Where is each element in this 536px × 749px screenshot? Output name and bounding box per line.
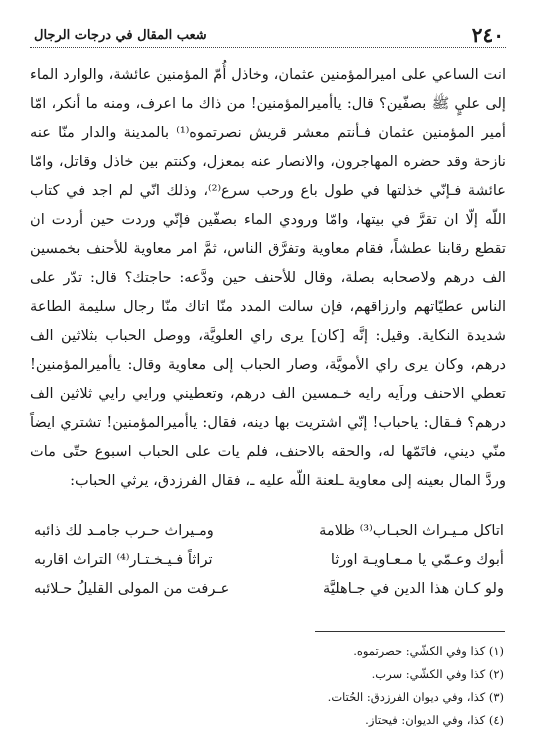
- verse-first-hemistich: أبوك وعـمّي يا مـعـاويـة اورثا: [330, 551, 504, 568]
- poem-verse: [34, 545, 504, 574]
- body-paragraph: انت الساعي على اميرالمؤمنين عثمان، وخاذل أُمّ المؤمنين عائشة، والوارد الماء إلى عليٍ ﷺ بصفّين؟ قال: ياأميرالمؤمنين! من ذاك ما اعرف، ومنه ما أنكر، امّا أمير المؤمنين عثمان فـأنتم معشر قريش نصرتموه⁽¹⁾ بالمدينة والدار منّا عنه نازحة وقد حضره المهاجرون، والانصار عنه بمعزل، وكنتم بين خاذل وقاتل، وامّا عائشة فـإنّي خذلتها في طول باع ورحب سرع⁽²⁾، وذلك انّي لم اجد في كتاب اللّه إلّا ان تقرَّ في بيتها، وامّا ورودي الماء بصفّين فإنّي وردت حين أردت ان تقطع رقابنا عطشاً، فقام معاوية وتفرَّق الناس، ثمَّ امر معاوية للأحنف بخمسين الف درهم ولاصحابه بصلة، وقال للأحنف حين ودَّعه: حاجتك؟ قال: تدّر على الناس عطيّاتهم وارزاقهم، فإن سالت المدد منّا اتاك منّا رجال سليمة الطاعة شديدة النكاية. وقيل: إنَّه [كان] يرى راي العلويَّة، ووصل الحباب بثلاثين الف درهم، وكان يرى راي الأمويَّة، وصار الحباب إلى معاوية وقال: ياأميرالمؤمنين! تعطي الاحنف وراَيه رايه خـمسين الف درهم، وتعطيني ورايي رايي ثلاثين الف درهم؟ فـقال: ياحباب! إنّي اشتريت بها دينه، فقال: ياأميرالمؤمنين! تشتري ايضاً منّي ديني، فاتَمّها له، والحقه بالاحنف، فلم يات على الحباب اسبوع حتّى مات وردَّ المال بعينه إلى معاوية ـلعنة اللّه عليه ـ، فقال الفرزدق، يرثي الحباب:: [30, 66, 506, 489]
- body-text: [30, 60, 506, 495]
- page-number: ٢٤٠: [471, 23, 504, 47]
- footnote-3: (٣) كذا، وفي ديوان الفرزدق: الحُتات.: [327, 690, 504, 704]
- footnotes: [30, 640, 504, 732]
- footnote-divider: [315, 631, 505, 632]
- verse-second-hemistich: عـرفت من المولى القليلُ حـلائبه: [34, 580, 230, 597]
- footnote-2: (٢) كذا وفي الكشّي: سرب.: [371, 667, 504, 681]
- verse-first-hemistich: اتاكل مـيـراث الحبـاب⁽³⁾ ظلامة: [319, 522, 504, 539]
- page-header: [34, 20, 504, 50]
- verse-second-hemistich: ومـيراث حـرب جامـد لك ذائبه: [34, 522, 214, 539]
- verse-second-hemistich: تراثاً فـيـخـتـار⁽⁴⁾ التراث اقاربه: [34, 551, 213, 568]
- poem-verse: [34, 516, 504, 545]
- footnote-4: (٤) كذا، وفي الديوان: فيحتاز.: [365, 713, 504, 727]
- poem-verse: [34, 574, 504, 603]
- running-title: شعب المقال في درجات الرجال: [34, 27, 207, 43]
- poem: [34, 516, 504, 603]
- header-divider: [30, 47, 506, 48]
- verse-first-hemistich: ولو كـان هذا الدين في جـاهليَّة: [323, 580, 504, 597]
- footnote-1: (١) كذا وفي الكشّي: حصرتموه.: [353, 644, 504, 658]
